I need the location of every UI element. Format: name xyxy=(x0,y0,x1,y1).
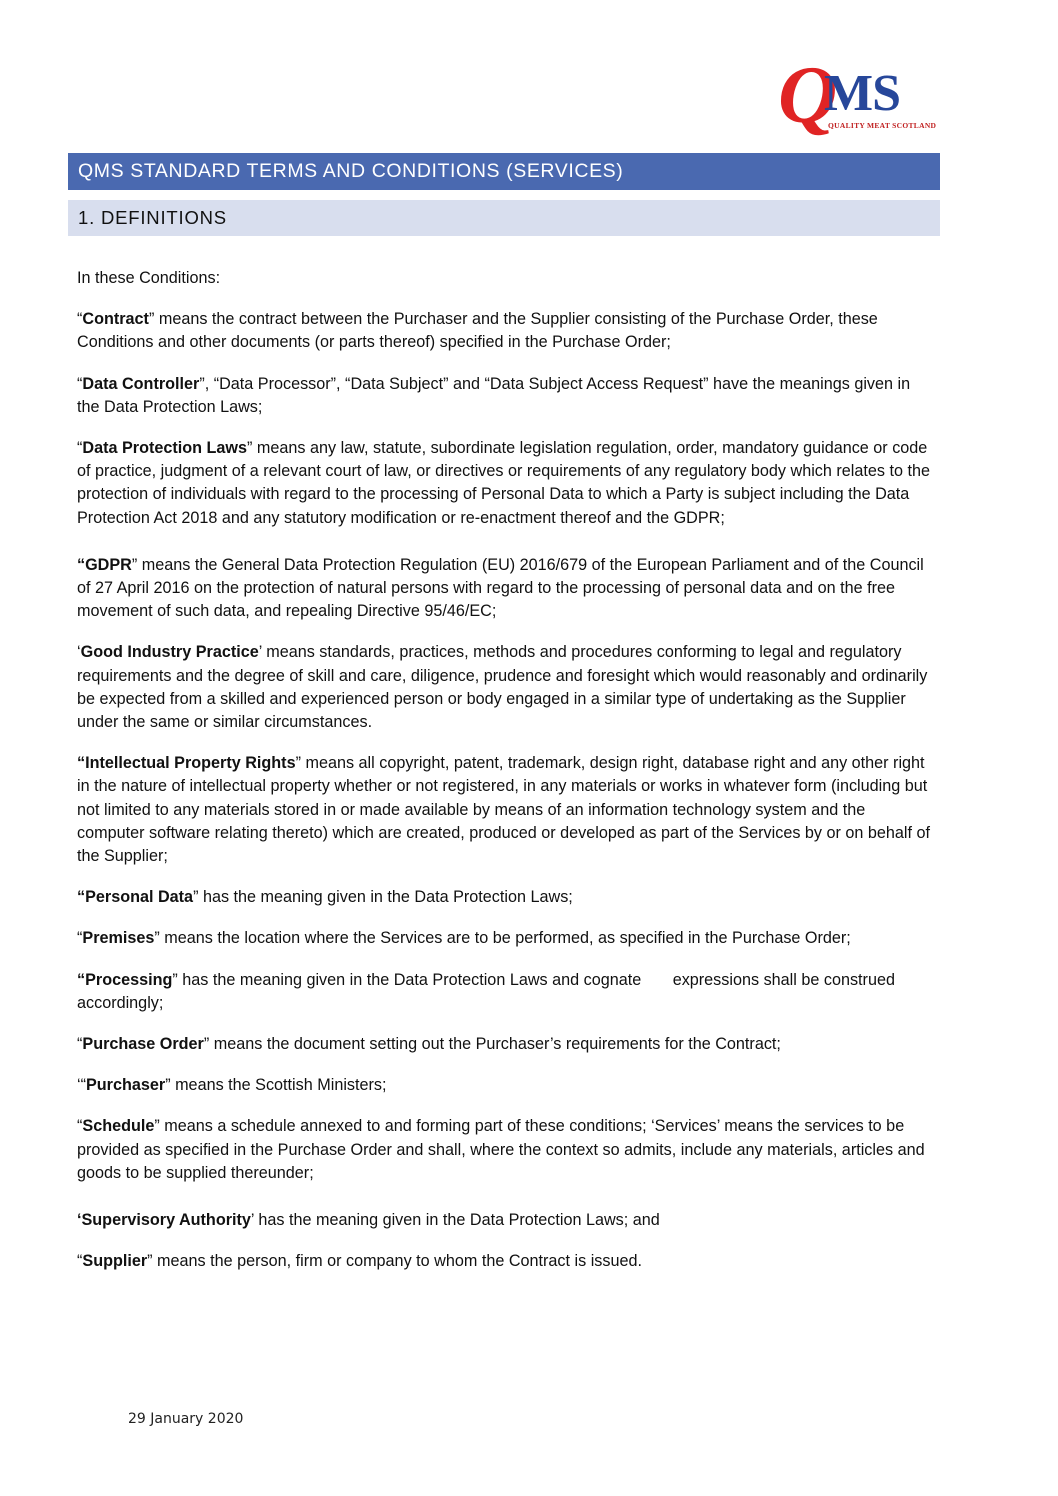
definition-data-protection-laws xyxy=(77,437,937,530)
definition-purchaser xyxy=(77,1074,937,1097)
definition-text: ” means the person, firm or company to whom the Contract is issued. xyxy=(147,1252,642,1271)
logo-subtitle: QUALITY MEAT SCOTLAND xyxy=(828,121,937,130)
definition-pre: “ xyxy=(77,310,83,329)
definition-pre: “ xyxy=(77,1252,83,1271)
definition-term: Data Controller xyxy=(82,374,200,393)
definition-good-industry-practice xyxy=(77,641,937,734)
definition-text: ” means all copyright, patent, trademark, design right, database right and any other right in the nature of intellectual property whether or not registered, in any materials or works in whatever form (including but not limited to any materials stored in or made available by means of an information technology system and the computer software relating thereto) which are created, produced or developed as part of the Services by or on behalf of the Supplier; xyxy=(77,754,931,866)
definition-personal-data xyxy=(77,886,937,909)
definition-purchase-order xyxy=(77,1033,937,1056)
definition-term: “Processing xyxy=(77,970,173,989)
definition-supervisory-authority xyxy=(77,1209,937,1232)
definition-pre: “ xyxy=(77,929,83,948)
definition-term: Contract xyxy=(82,310,149,329)
definition-term: ‘Supervisory Authority xyxy=(77,1211,251,1230)
definition-term: Supplier xyxy=(82,1252,148,1271)
definition-data-controller xyxy=(77,373,937,419)
definition-gdpr xyxy=(77,554,937,624)
definition-pre: “ xyxy=(77,1035,83,1054)
definition-term: “Personal Data xyxy=(77,888,194,907)
document-title: QMS STANDARD TERMS AND CONDITIONS (SERVICES) xyxy=(68,153,940,190)
definition-text: ” means the General Data Protection Regulation (EU) 2016/679 of the European Parliament and of the Council of 27 April 2016 on the protection of natural persons with regard to the processing of personal data and on the free movement of such data, and repealing Directive 95/46/EC; xyxy=(77,555,924,621)
definition-text: ’ means standards, practices, methods and procedures conforming to legal and regulatory requirements and the degree of skill and care, diligence, prudence and foresight which would reasonably and ordinarily be expected from a skilled and experienced person or body engaged in a similar type of undertaking as the Supplier under the same or similar circumstances. xyxy=(77,643,928,732)
logo-letter-q: Q xyxy=(778,49,838,140)
definition-term: Premises xyxy=(82,929,155,948)
footer-date: 29 January 2020 xyxy=(128,1411,244,1427)
definition-contract xyxy=(77,308,937,354)
qms-logo xyxy=(778,49,938,142)
definition-term: “GDPR xyxy=(77,555,132,574)
definition-text: ”, “Data Processor”, “Data Subject” and “Data Subject Access Request” have the meanings given in the Data Protection Laws; xyxy=(77,374,911,416)
definition-pre: “ xyxy=(77,1117,83,1136)
definition-intellectual-property-rights xyxy=(77,752,937,868)
definition-term: Good Industry Practice xyxy=(80,643,259,662)
definition-term: Purchaser xyxy=(86,1076,166,1095)
definition-pre: “ xyxy=(77,374,83,393)
definition-text: ” has the meaning given in the Data Protection Laws; xyxy=(193,888,573,907)
definition-text: ” means a schedule annexed to and forming part of these conditions; ‘Services’ means the services to be provided as specified in the Purchase Order and shall, where the context so admits, include any materials, articles and goods to be supplied thereunder; xyxy=(77,1117,925,1182)
definition-text: ” means the location where the Services are to be performed, as specified in the Purchase Order; xyxy=(154,929,851,948)
intro-text: In these Conditions: xyxy=(77,269,221,287)
definition-text: ” means the Scottish Ministers; xyxy=(165,1076,387,1095)
logo-letters-ms: MS xyxy=(824,65,900,122)
definition-premises xyxy=(77,927,937,950)
definition-pre: ‘ xyxy=(77,643,81,662)
definition-text: ” means the document setting out the Purchaser’s requirements for the Contract; xyxy=(203,1035,781,1054)
definition-processing xyxy=(77,969,937,1015)
definition-schedule xyxy=(77,1115,937,1185)
definition-term: “Intellectual Property Rights xyxy=(77,754,296,773)
definition-text: ” means any law, statute, subordinate legislation regulation, order, mandatory guidance or code of practice, judgment of a relevant court of law, or directives or requirements of any regulatory body which relates to the protection of individuals with regard to the processing of Personal Data to which a Party is subject including the Data Protection Act 2018 and any statutory modification or re-enactment thereof and the GDPR; xyxy=(77,439,930,527)
definition-term: Purchase Order xyxy=(82,1035,204,1054)
definition-text: ’ has the meaning given in the Data Protection Laws; and xyxy=(250,1211,660,1230)
definition-text: ” has the meaning given in the Data Protection Laws and cognate expressions shall be construed accordingly; xyxy=(77,970,900,1012)
definition-supplier xyxy=(77,1250,937,1273)
definition-term: Schedule xyxy=(82,1117,155,1136)
definition-pre: ‘“ xyxy=(77,1076,86,1095)
document-body xyxy=(77,267,937,1292)
definition-pre: “ xyxy=(77,439,83,458)
section-heading: 1. DEFINITIONS xyxy=(68,200,940,236)
definition-term: Data Protection Laws xyxy=(82,439,248,458)
definition-text: ” means the contract between the Purchaser and the Supplier consisting of the Purchase Order, these Conditions and other documents (or parts thereof) specified in the Purchase Order; xyxy=(77,310,878,352)
